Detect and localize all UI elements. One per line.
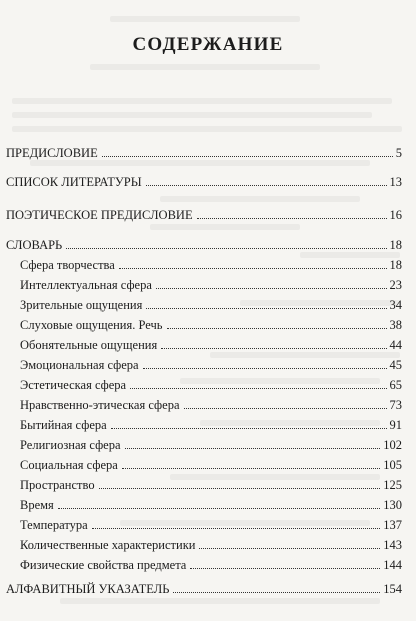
toc-entry-label: Религиозная сфера [20,438,121,452]
toc-entry-page: 45 [389,358,402,372]
toc-entry-label: Нравственно-этическая сфера [20,398,180,412]
toc-entry-preface [6,146,402,160]
toc-entry-page: 105 [383,458,402,472]
toc-subentry [20,498,402,512]
dot-leader [146,308,386,309]
dot-leader [167,328,387,329]
toc-entry-page: 73 [389,398,402,412]
dot-leader [119,268,387,269]
dot-leader [190,568,380,569]
toc-subentry [20,338,402,352]
toc-subentry [20,478,402,492]
toc-entry-page: 91 [389,418,402,432]
toc-subentry [20,558,402,572]
toc-entry-label: Интеллектуальная сфера [20,278,152,292]
toc-entry-page: 18 [389,258,402,272]
toc-subentry [20,358,402,372]
toc-entry-label: Эмоциональная сфера [20,358,139,372]
toc-entry-label: СПИСОК ЛИТЕРАТУРЫ [6,175,142,189]
toc-entry-page: 16 [389,208,402,222]
toc-entry-label: Эстетическая сфера [20,378,127,392]
toc-subentry [20,398,402,412]
toc-entry-label: Бытийная сфера [20,418,107,432]
toc-entry-label: Слуховые ощущения. Речь [20,318,163,332]
dot-leader [143,368,387,369]
toc-entry-page: 143 [383,538,402,552]
toc-entry-page: 125 [383,478,402,492]
dot-leader [122,468,380,469]
toc-entry-label: АЛФАВИТНЫЙ УКАЗАТЕЛЬ [6,582,170,596]
toc-entry-page: 144 [383,558,402,572]
toc-entry-page: 38 [389,318,402,332]
toc-entry-label: Обонятельные ощущения [20,338,158,352]
dot-leader [125,448,381,449]
toc-entry-label: Температура [20,518,88,532]
toc-entry-label: Время [20,498,54,512]
toc-entry-label: ПРЕДИСЛОВИЕ [6,146,98,160]
toc-entry-label: Количественные характеристики [20,538,196,552]
toc-subentry [20,378,402,392]
toc-entry-page: 137 [383,518,402,532]
toc-entry-page: 13 [389,175,402,189]
toc-entry-page: 154 [383,582,402,596]
dot-leader [199,548,380,549]
toc-subentry [20,278,402,292]
toc-subentry [20,538,402,552]
toc-entry-label: Пространство [20,478,95,492]
dot-leader [102,156,393,157]
toc-entry-label: СЛОВАРЬ [6,238,63,252]
toc-subentry [20,298,402,312]
toc-entry-label: ПОЭТИЧЕСКОЕ ПРЕДИСЛОВИЕ [6,208,193,222]
dot-leader [92,528,381,529]
toc-subentry [20,318,402,332]
toc-entry-bibliography [6,175,402,189]
dot-leader [197,218,387,219]
toc-subentry [20,518,402,532]
toc-entry-dictionary [6,238,402,252]
toc-entry-page: 130 [383,498,402,512]
toc-entry-page: 23 [389,278,402,292]
toc-subentry [20,438,402,452]
toc-entry-label: Сфера творчества [20,258,115,272]
toc-subentry [20,418,402,432]
toc-entry-poetic-preface [6,208,402,222]
toc-subentry [20,458,402,472]
toc-entry-label: Зрительные ощущения [20,298,143,312]
toc-entry-page: 34 [389,298,402,312]
toc-entry-page: 65 [389,378,402,392]
toc-entry-page: 44 [389,338,402,352]
dot-leader [66,248,386,249]
dot-leader [111,428,387,429]
dot-leader [146,185,387,186]
toc-entry-label: Социальная сфера [20,458,118,472]
toc-entry-page: 102 [383,438,402,452]
toc-entry-label: Физические свойства предмета [20,558,187,572]
dot-leader [99,488,381,489]
dot-leader [184,408,387,409]
dot-leader [156,288,387,289]
toc-entry-page: 18 [389,238,402,252]
toc-subentry [20,258,402,272]
dot-leader [173,592,380,593]
toc-entry-alphabetical-index [6,582,402,596]
dot-leader [161,348,386,349]
page-title: СОДЕРЖАНИЕ [132,34,284,55]
dot-leader [130,388,386,389]
dot-leader [58,508,380,509]
toc-entry-page: 5 [395,146,402,160]
